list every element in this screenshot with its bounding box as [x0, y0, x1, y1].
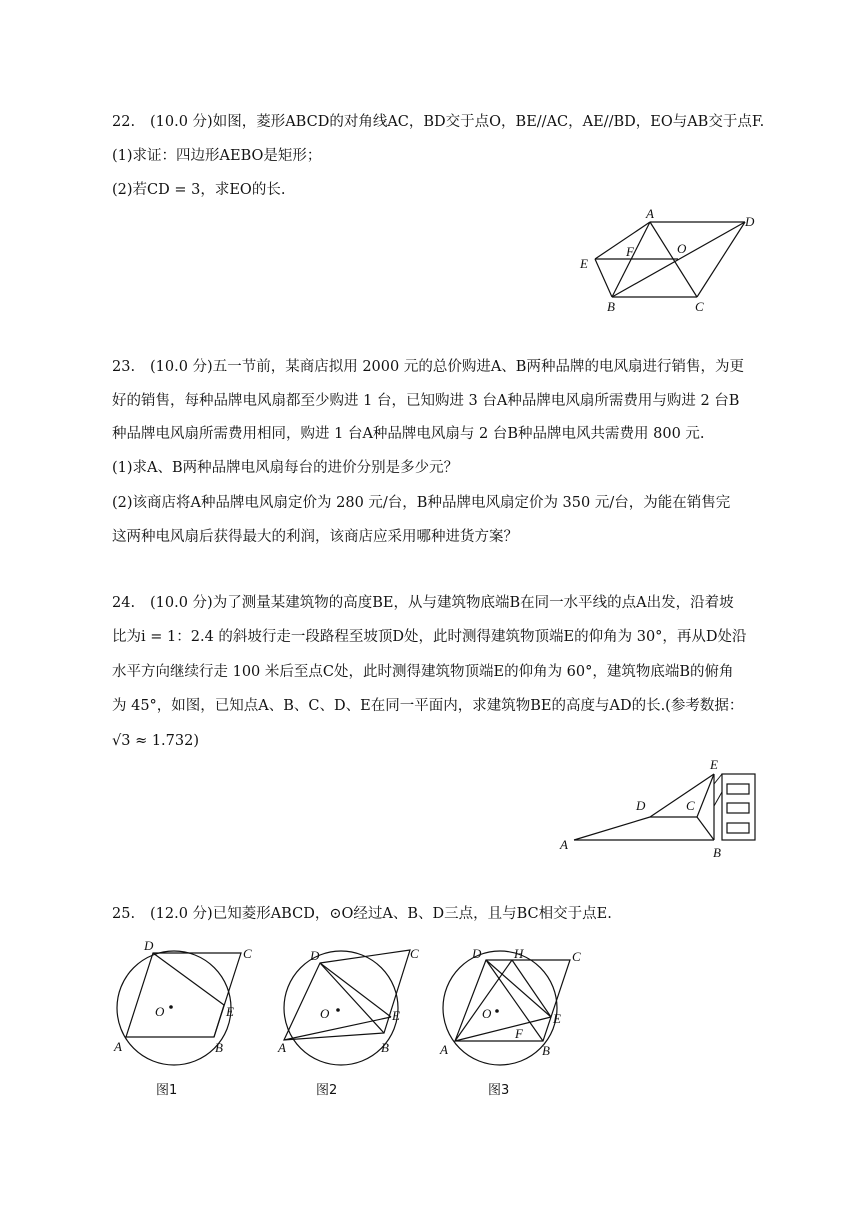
- q24-label-d: D: [636, 798, 646, 813]
- fig3-label-b: B: [542, 1043, 550, 1058]
- q22-label-o: O: [677, 241, 687, 256]
- fig2-label-b: B: [381, 1040, 389, 1055]
- fig3-label-a: A: [440, 1042, 448, 1057]
- fig2-label-e: E: [392, 1008, 400, 1023]
- fig1-label-a: A: [114, 1039, 122, 1054]
- fig1-label-c: C: [243, 946, 252, 961]
- q22-figure: [570, 200, 770, 320]
- q22-line-1: [112, 112, 764, 132]
- q22-part-2: (2)若CD = 3，求EO的长.: [112, 182, 286, 198]
- fig2-caption: 图2: [316, 1083, 338, 1098]
- q22-number: 22.: [112, 114, 136, 130]
- fig2-label-d: D: [310, 948, 320, 963]
- q24-line-4: 为 45°，如图，已知点A、B、C、D、E在同一平面内，求建筑物BE的高度与AD的长.(参考数据：: [112, 698, 744, 714]
- fig3-label-h: H: [514, 946, 524, 961]
- fig2-center-dot: [336, 1008, 340, 1012]
- fig3-label-d: D: [472, 946, 482, 961]
- q23-line-1: [112, 357, 744, 377]
- q24-label-c: C: [686, 798, 695, 813]
- q23-text-1: (10.0 分)五一节前，某商店拟用 2000 元的总价购进A、B两种品牌的电风扇进行销售，为更: [150, 359, 744, 375]
- fig3-caption: 图3: [488, 1083, 510, 1098]
- fig3-label-f: F: [515, 1026, 523, 1041]
- q23-line-6: 这两种电风扇后获得最大的利润，该商店应采用哪种进货方案？: [112, 529, 518, 545]
- q24-line-5: √3 ≈ 1.732): [112, 733, 199, 749]
- q25-figure-1: [105, 932, 265, 1107]
- q25-text-1: (12.0 分)已知菱形ABCD，⊙O经过A、B、D三点，且与BC相交于点E.: [150, 906, 612, 922]
- q24-label-e: E: [710, 757, 718, 772]
- q22-label-e: E: [580, 256, 588, 271]
- q22-label-d: D: [745, 214, 755, 229]
- fig1-center-dot: [169, 1005, 173, 1009]
- q24-label-a: A: [560, 837, 568, 852]
- fig1-label-d: D: [144, 938, 154, 953]
- fig2-label-c: C: [410, 946, 419, 961]
- q22-label-a: A: [646, 206, 654, 221]
- q24-line-2: 比为i = 1：2.4 的斜坡行走一段路程至坡顶D处，此时测得建筑物顶端E的仰角为 30°，再从D处沿: [112, 629, 747, 645]
- fig2-label-o: O: [320, 1006, 330, 1021]
- q22-label-c: C: [695, 299, 704, 314]
- fig1-label-b: B: [215, 1040, 223, 1055]
- fig3-label-c: C: [572, 949, 581, 964]
- q23-part-1: (1)求A、B两种品牌电风扇每台的进价分别是多少元？: [112, 460, 459, 476]
- fig1-label-e: E: [226, 1004, 234, 1019]
- fig3-label-o: O: [482, 1006, 492, 1021]
- q24-figure: [555, 752, 765, 864]
- q24-label-b: B: [713, 845, 721, 860]
- q23-part-2: (2)该商店将A种品牌电风扇定价为 280 元/台，B种品牌电风扇定价为 350 元/台，为能在销售完: [112, 495, 731, 511]
- q22-label-f: F: [626, 244, 634, 259]
- q24-number: 24.: [112, 595, 136, 611]
- fig2-label-a: A: [278, 1040, 286, 1055]
- q22-label-b: B: [607, 299, 615, 314]
- fig3-label-e: E: [553, 1011, 561, 1026]
- q22-text-1: (10.0 分)如图，菱形ABCD的对角线AC，BD交于点O，BE//AC，AE//BD，EO与AB交于点F.: [150, 114, 765, 130]
- q25-figure-3: [433, 932, 593, 1107]
- q25-line-1: [112, 904, 612, 924]
- q22-part-1: (1)求证：四边形AEBO是矩形；: [112, 148, 322, 164]
- q25-number: 25.: [112, 906, 136, 922]
- fig1-caption: 图1: [156, 1083, 178, 1098]
- q25-figure-2: [272, 932, 432, 1107]
- fig3-center-dot: [495, 1009, 499, 1013]
- q24-line-3: 水平方向继续行走 100 米后至点C处，此时测得建筑物顶端E的仰角为 60°，建筑物底端B的俯角: [112, 664, 734, 680]
- fig1-label-o: O: [155, 1004, 165, 1019]
- q24-line-1: [112, 593, 734, 613]
- q23-number: 23.: [112, 359, 136, 375]
- q23-line-3: 种品牌电风扇所需费用相同，购进 1 台A种品牌电风扇与 2 台B种品牌电风共需费用 800 元.: [112, 426, 705, 442]
- q24-text-1: (10.0 分)为了测量某建筑物的高度BE，从与建筑物底端B在同一水平线的点A出发，沿着坡: [150, 595, 734, 611]
- q23-line-2: 好的销售，每种品牌电风扇都至少购进 1 台，已知购进 3 台A种品牌电风扇所需费用与购进 2 台B: [112, 393, 740, 409]
